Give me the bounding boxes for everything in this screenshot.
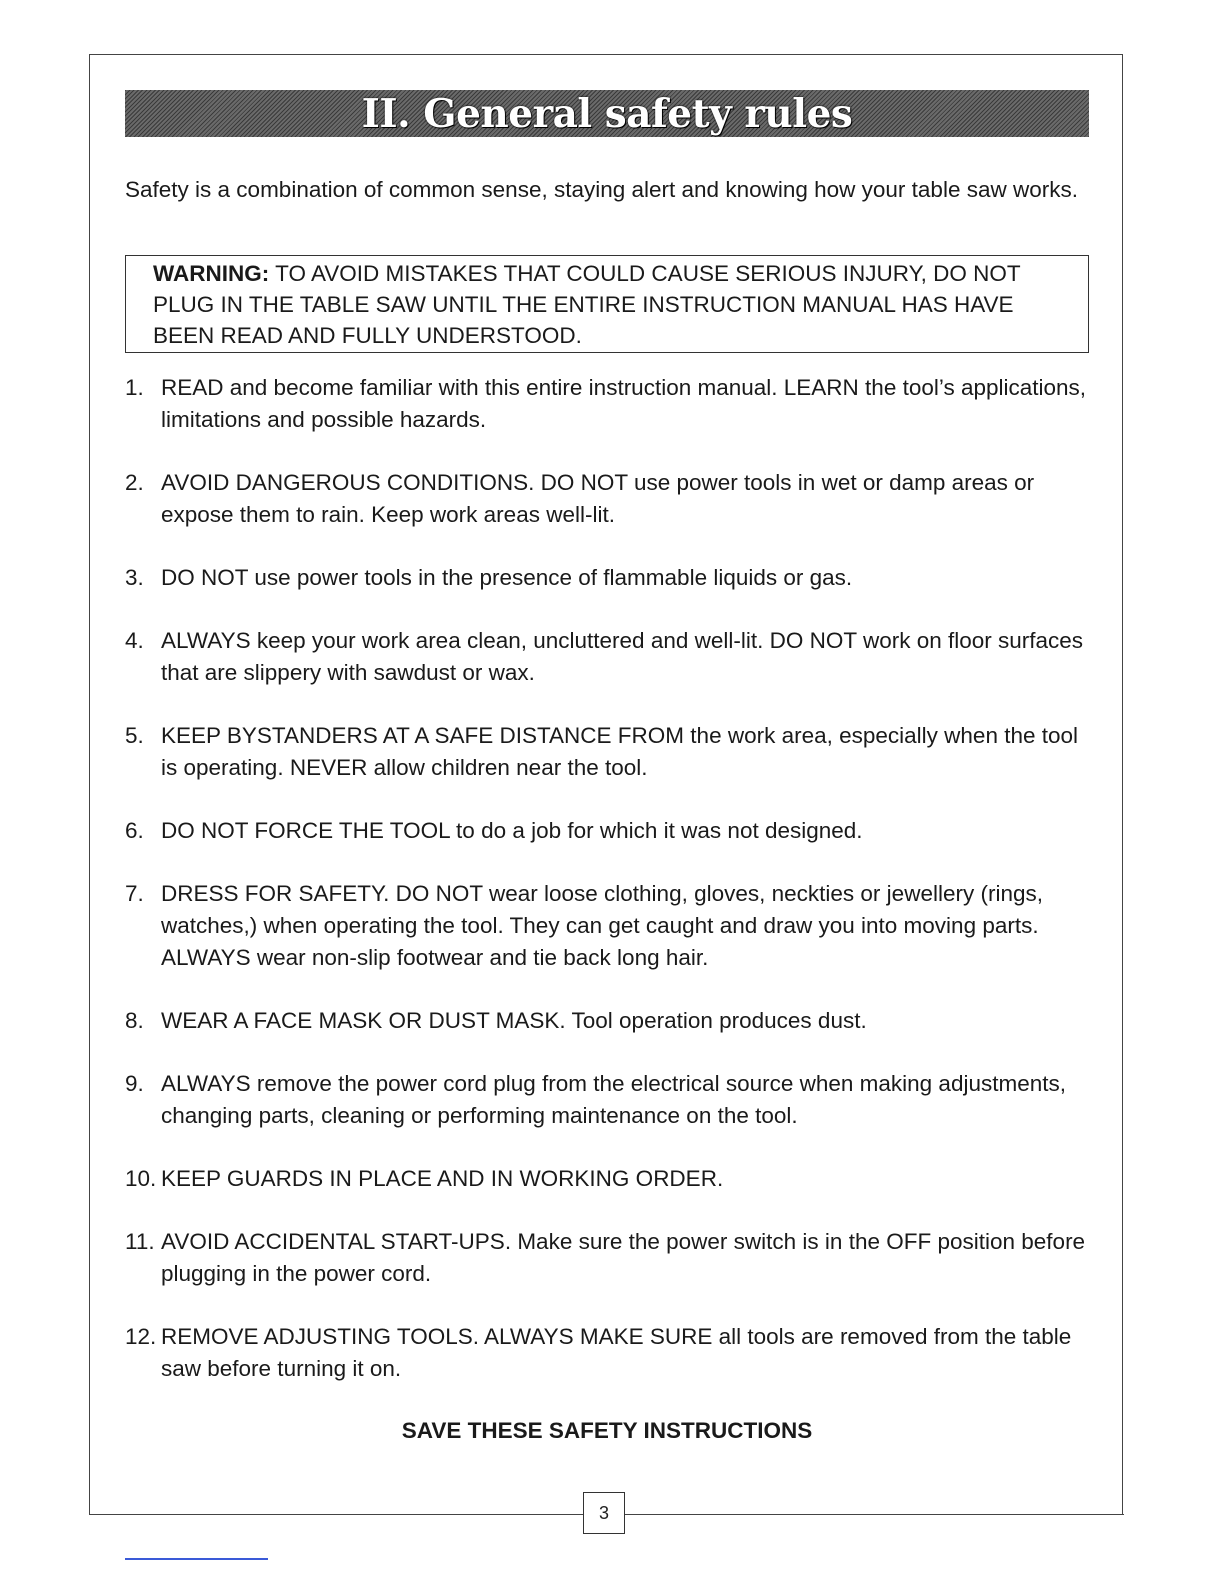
warning-label: WARNING: <box>153 261 270 286</box>
rule-item <box>125 1321 1090 1385</box>
rule-number: 12. <box>125 1324 157 1349</box>
rule-item <box>125 1005 1090 1037</box>
rule-item <box>125 878 1090 974</box>
warning-box <box>125 255 1089 353</box>
rule-text: ALWAYS keep your work area clean, uncluttered and well-lit. DO NOT work on floor surfaces that are slippery with sawdust or wax. <box>161 628 1084 685</box>
rule-item <box>125 815 1090 847</box>
rule-number: 7. <box>125 881 144 906</box>
rule-number: 8. <box>125 1008 144 1033</box>
rule-text: ALWAYS remove the power cord plug from the electrical source when making adjustments, changing parts, cleaning or performing maintenance on the tool. <box>161 1071 1066 1128</box>
section-title: II. General safety rules <box>361 90 853 137</box>
scan-underline-mark <box>125 1558 268 1560</box>
rule-number: 4. <box>125 628 144 653</box>
footer-rule-right <box>625 1514 1124 1515</box>
rule-text: WEAR A FACE MASK OR DUST MASK. Tool operation produces dust. <box>161 1008 867 1033</box>
rule-number: 5. <box>125 723 144 748</box>
safety-rules-list <box>125 372 1090 1416</box>
rule-number: 3. <box>125 565 144 590</box>
section-title-banner <box>125 90 1089 137</box>
rule-number: 10. <box>125 1166 157 1191</box>
rule-text: AVOID DANGEROUS CONDITIONS. DO NOT use power tools in wet or damp areas or expose them to rain. Keep work areas well-lit. <box>161 470 1035 527</box>
rule-item <box>125 467 1090 531</box>
page-number: 3 <box>583 1492 625 1534</box>
rule-item <box>125 1068 1090 1132</box>
save-instructions-note: SAVE THESE SAFETY INSTRUCTIONS <box>401 1418 813 1443</box>
rule-text: AVOID ACCIDENTAL START-UPS. Make sure the power switch is in the OFF position before plugging in the power cord. <box>161 1229 1086 1286</box>
rule-text: DO NOT FORCE THE TOOL to do a job for which it was not designed. <box>161 818 863 843</box>
rule-number: 2. <box>125 470 144 495</box>
rule-text: REMOVE ADJUSTING TOOLS. ALWAYS MAKE SURE all tools are removed from the table saw before turning it on. <box>161 1324 1072 1381</box>
rule-text: READ and become familiar with this entire instruction manual. LEARN the tool’s applications, limitations and possible hazards. <box>161 375 1087 432</box>
rule-item <box>125 720 1090 784</box>
rule-number: 11. <box>125 1229 155 1254</box>
footer-rule-left <box>89 1514 583 1515</box>
rule-number: 6. <box>125 818 144 843</box>
rule-item <box>125 1163 1090 1195</box>
rule-text: KEEP BYSTANDERS AT A SAFE DISTANCE FROM the work area, especially when the tool is operating. NEVER allow children near the tool. <box>161 723 1079 780</box>
intro-paragraph: Safety is a combination of common sense, staying alert and knowing how your table saw works. <box>125 177 1078 202</box>
warning-text: TO AVOID MISTAKES THAT COULD CAUSE SERIOUS INJURY, DO NOT PLUG IN THE TABLE SAW UNTIL THE ENTIRE INSTRUCTION MANUAL HAS HAVE BEEN READ AND FULLY UNDERSTOOD. <box>153 261 1021 348</box>
rule-number: 9. <box>125 1071 144 1096</box>
rule-item <box>125 372 1090 436</box>
rule-number: 1. <box>125 375 144 400</box>
rule-item <box>125 1226 1090 1290</box>
rule-text: KEEP GUARDS IN PLACE AND IN WORKING ORDER. <box>161 1166 724 1191</box>
rule-text: DRESS FOR SAFETY. DO NOT wear loose clothing, gloves, neckties or jewellery (rings, watches,) when operating the tool. They can get caught and draw you into moving parts. ALWAYS wear non-slip footwear and tie back long hair. <box>161 881 1043 970</box>
rule-text: DO NOT use power tools in the presence of flammable liquids or gas. <box>161 565 853 590</box>
rule-item <box>125 625 1090 689</box>
rule-item <box>125 562 1090 594</box>
